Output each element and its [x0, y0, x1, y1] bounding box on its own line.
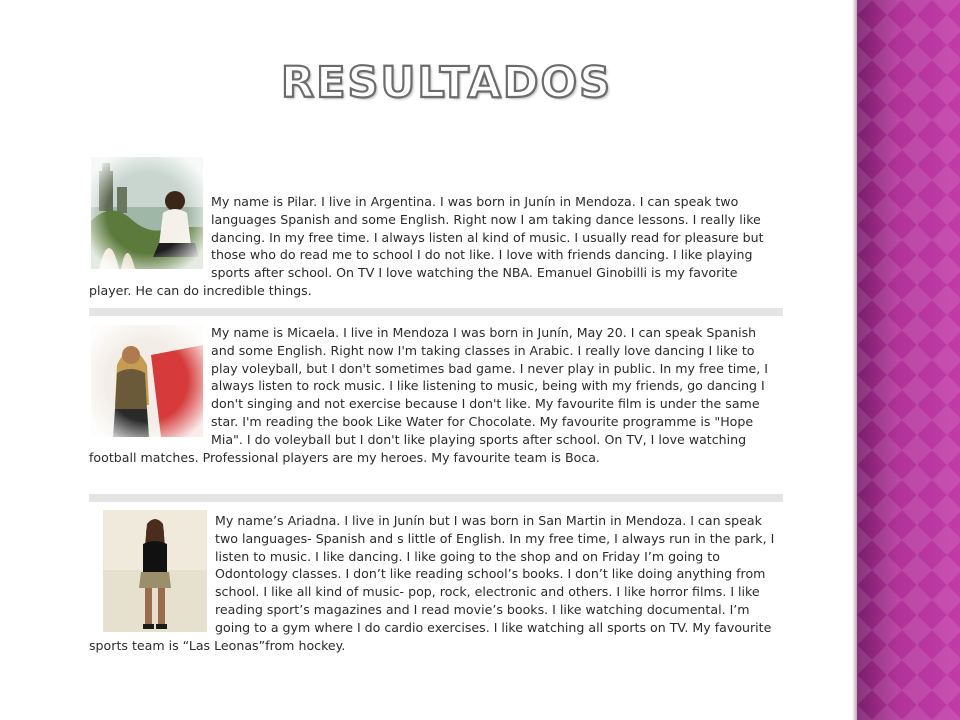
photo-pilar-image — [91, 157, 203, 269]
profile-panel-pilar — [89, 157, 783, 305]
decorative-side-panel — [857, 0, 960, 720]
profile-text-micaela: My name is Micaela. I live in Mendoza I was born in Junín, May 20. I can speak Spanish and some English. Right now I'm taking classes in Arabic. I really love dancing I like to play voleyball, but I don't sometimes bad game. I never play in public. In my free time, I always listen to rock music. I like listening to music, being with my friends, go dancing I don't singing and not exercise because I don't like. My favourite film is under the same star. I'm reading the book Like Water for Chocolate. My favourite programme is "Hope Mia". I do voleyball but I don't like playing sports after school. On TV, I love watching football matches. Professional players are my heroes. My favourite team is Boca. — [89, 325, 769, 465]
photo-ariadna-image — [103, 510, 207, 632]
profile-panel-micaela — [89, 308, 783, 492]
photo-pilar — [91, 157, 203, 269]
panel-separator — [89, 308, 783, 316]
slide-title: RESULTADOS — [281, 58, 613, 108]
panel-separator — [89, 494, 783, 502]
photo-ariadna — [103, 510, 207, 632]
profile-text-ariadna: My name’s Ariadna. I live in Junín but I was born in San Martin in Mendoza. I can speak two languages- Spanish and s little of English. In my free time, I always run in the park, I listen to music. I like dancing. I like going to the shop and on Friday I’m going to Odontology classes. I don’t like reading school’s books. I don’t like doing anything from school. I like all kind of music- pop, rock, electronic and others. I like horror films. I like reading sport’s magazines and I read movie’s books. I like watching documental. I’m going to a gym where I do cardio exercises. I like watching all sports on TV. My favourite sports team is “Las Leonas”from hockey. — [89, 513, 775, 653]
photo-micaela-image — [91, 325, 203, 437]
profile-panel-ariadna — [89, 494, 783, 674]
photo-micaela — [91, 325, 203, 437]
profile-text-pilar: My name is Pilar. I live in Argentina. I was born in Junín in Mendoza. I can speak two languages Spanish and some English. Right now I am taking dance lessons. I really like dancing. In my free time. I always listen al kind of music. I usually read for pleasure but those who do read me to school I do not like. I love with friends dancing. I like playing sports after school. On TV I love watching the NBA. Emanuel Ginobilli is my favorite player. He can do incredible things. — [89, 194, 764, 298]
